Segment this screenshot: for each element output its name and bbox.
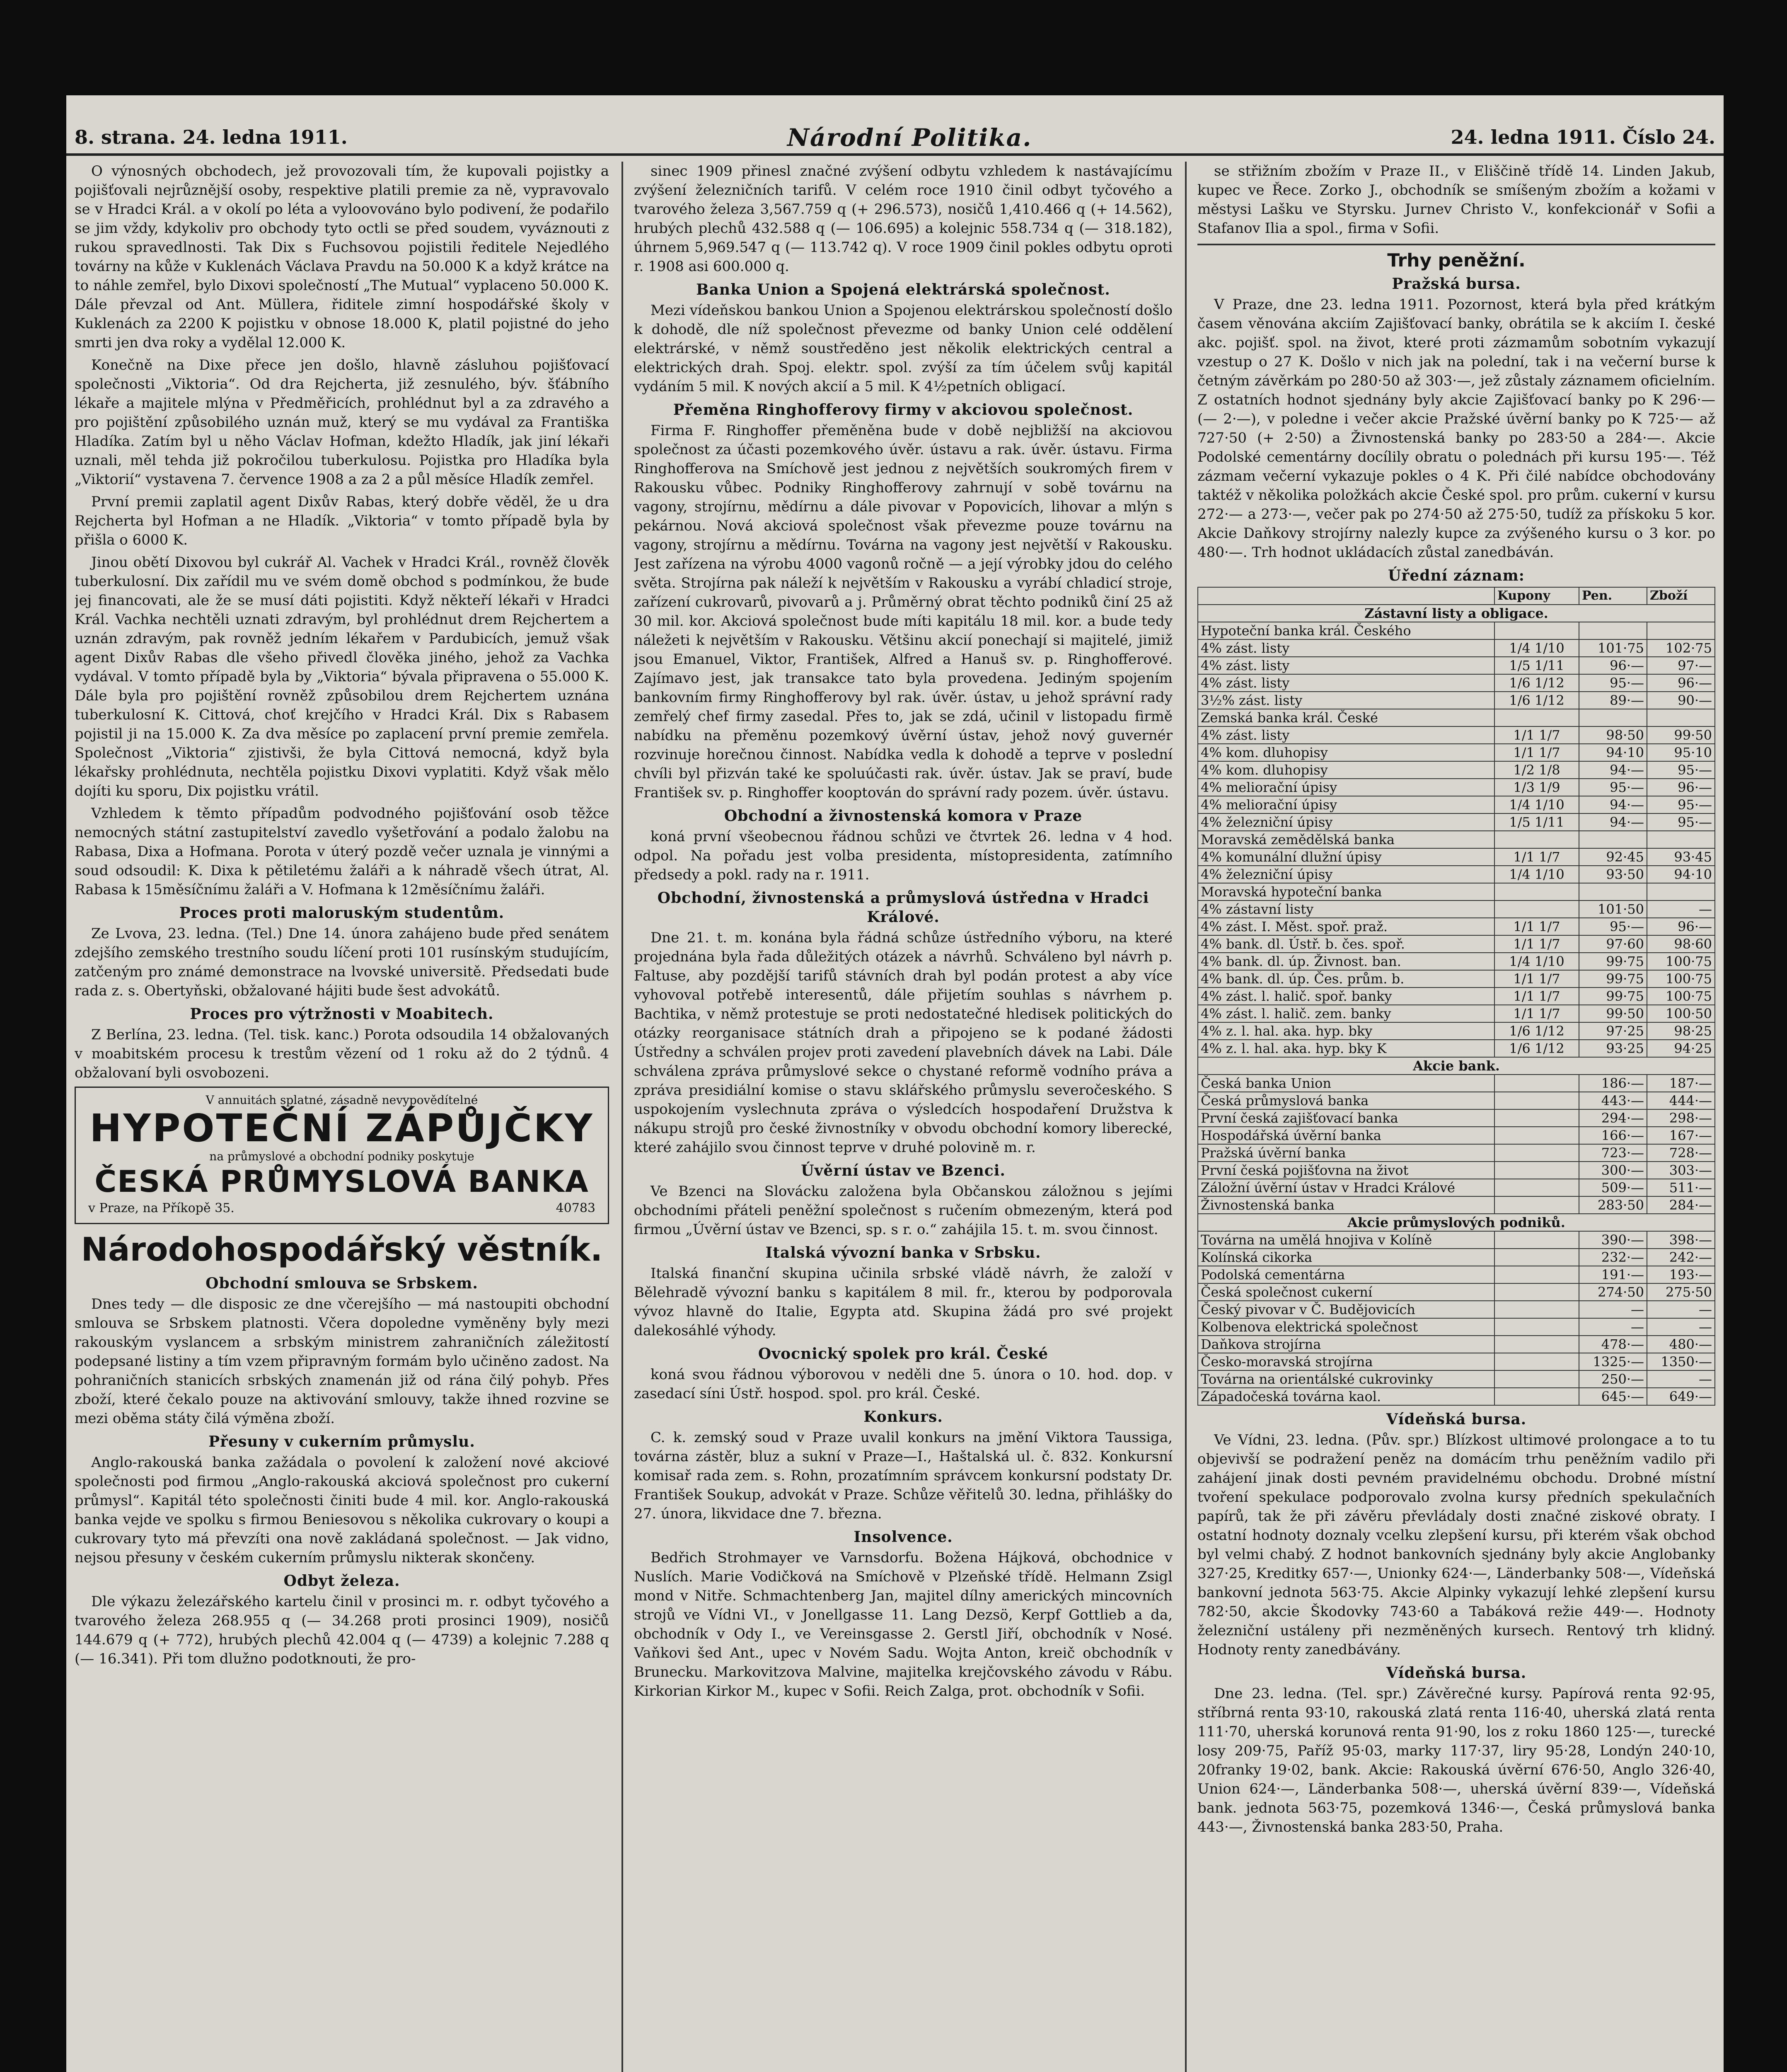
table-cell-goods: 100·75 bbox=[1647, 970, 1715, 988]
table-cell-coupon: 1/4 1/10 bbox=[1494, 953, 1579, 970]
article-paragraph: Anglo-rakouská banka zažádala o povolení k založení nové akciové společnosti pod firmou „Anglo-rakouská akciová společnost pro cukerní průmysl“. Kapitál této společnosti činiti bude 4 mil. kor. Anglo-rakouská banka vejde ve spolku s firmou Beniesovou s několika cukrovary o koupi a cukrovary tyto má převzíti ona nově zakládaná společnost. — Jak vidno, nejsou přesuny v českém cukerním průmyslu nikterak skončeny. bbox=[75, 1454, 609, 1566]
table-cell-coupon bbox=[1494, 622, 1579, 639]
article-paragraph: Mezi vídeňskou bankou Union a Spojenou elektrárskou společností došlo k dohodě, dle níž společnost převezme od banky Union celé oddělení elektrárské, v němž soustředěno jest několik elektrických central a elektrických drah. Spoj. elektr. spol. zvýší za tím účelem svůj kapitál vydáním 5 mil. K nových akcií a 5 mil. K 4½petních obligací. bbox=[634, 302, 1173, 395]
table-row bbox=[1198, 1266, 1715, 1283]
table-cell-coupon bbox=[1494, 1179, 1579, 1196]
table-cell-name: První česká zajišťovací banka bbox=[1198, 1109, 1494, 1127]
article-heading: Pražská bursa. bbox=[1392, 275, 1521, 293]
table-cell-money: 99·50 bbox=[1579, 1005, 1647, 1022]
column-header: Zboží bbox=[1647, 587, 1715, 605]
table-cell-money: 443·— bbox=[1579, 1092, 1647, 1109]
table-cell-goods: — bbox=[1647, 900, 1715, 918]
table-cell-coupon bbox=[1494, 1336, 1579, 1353]
table-cell-goods: 1350·— bbox=[1647, 1353, 1715, 1370]
article-heading: Italská vývozní banka v Srbsku. bbox=[765, 1244, 1041, 1261]
article-heading: Banka Union a Spojená elektrárská společnost. bbox=[696, 281, 1110, 298]
table-row bbox=[1198, 726, 1715, 744]
article-paragraph: C. k. zemský soud v Praze uvalil konkurs na jmění Viktora Taussiga, továrna zástěr, bluz a sukní v Praze—I., Haštalská ul. č. 832. Konkursní komisař rada zem. s. Rohn, prozatímním správcem konkursní podstaty Dr. František Soukup, advokát v Praze. Schůze věřitelů 30. ledna, přihlášky do 27. února, likvidace dne 7. března. bbox=[634, 1429, 1173, 1522]
table-cell-goods: — bbox=[1647, 1370, 1715, 1388]
table-cell-money: 94·— bbox=[1579, 796, 1647, 813]
table-cell-name: 4% meliorační úpisy bbox=[1198, 779, 1494, 796]
table-row bbox=[1198, 639, 1715, 657]
table-cell-goods: 480·— bbox=[1647, 1336, 1715, 1353]
table-cell-name: Záložní úvěrní ústav v Hradci Králové bbox=[1198, 1179, 1494, 1196]
table-cell-name: Český pivovar v Č. Budějovicích bbox=[1198, 1301, 1494, 1318]
article-paragraph: sinec 1909 přinesl značné zvýšení odbytu vzhledem k nastávajícímu zvýšení železničních tarifů. V celém roce 1910 činil odbyt tyčového a tvarového železa 3,567.759 q (+ 296.573), nosičů 1,410.466 q (+ 14.562), hrubých plechů 432.588 q (— 106.695) a kolejnic 558.734 q (— 318.182), úhrnem 5,969.547 q (— 113.742 q). V roce 1909 činil pokles odbytu oproti r. 1908 asi 600.000 q. bbox=[634, 163, 1173, 275]
table-cell-coupon: 1/5 1/11 bbox=[1494, 813, 1579, 831]
table-cell-goods: 728·— bbox=[1647, 1144, 1715, 1162]
ad-headline: HYPOTEČNÍ ZÁPŮJČKY bbox=[89, 1106, 594, 1150]
table-cell-money bbox=[1579, 883, 1647, 900]
table-cell-name: Živnostenská banka bbox=[1198, 1196, 1494, 1214]
table-cell-money: 645·— bbox=[1579, 1388, 1647, 1405]
table-cell-coupon bbox=[1494, 1075, 1579, 1092]
table-cell-money: 97·60 bbox=[1579, 935, 1647, 953]
table-cell-name: Česká banka Union bbox=[1198, 1075, 1494, 1092]
table-cell-coupon bbox=[1494, 1283, 1579, 1301]
table-cell-goods: 95·— bbox=[1647, 813, 1715, 831]
table-cell-money: 723·— bbox=[1579, 1144, 1647, 1162]
table-row bbox=[1198, 622, 1715, 639]
column-rule bbox=[621, 162, 623, 2072]
article-paragraph: Firma F. Ringhoffer přeměněna bude v době nejbližší na akciovou společnost za účasti pozemkového úvěr. ústavu a rak. úvěr. ústavu. Firma Ringhofferova na Smíchově jest jednou z největších soukromých firem v Rakousku vůbec. Podniky Ringhofferovy zahrnují v sobě továrnu na vagony, strojírnu, mědírnu a dále pivovar v Popovicích, lihovar a mlýn s pekárnou. Nová akciová společnost však převezme pouze továrnu na vagony, strojírnu a mědírnu. Továrna na vagony jest největší v Rakousku. Jest zařízena na výrobu 4000 vagonů ročně — a její výrobky jdou do celého světa. Strojírna pak náleží k největším v Rakousku a vyrábí chladicí stroje, zařízení cukrovarů, pivovarů a j. Průměrný obrat těchto podniků činí 25 až 30 mil. kor. Akciová společnost bude míti kapitálu 18 mil. kor. a bude tedy náležeti k největším v Rakousku. Většinu akcií ponechají si majitelé, jimiž jsou Emanuel, Viktor, František, Alfred a Hanuš sv. p. Ringhofferové. Zajímavo jest, jak transakce tato byla provedena. Jediným spojením bankovním firmy Ringhofferovy byl rak. úvěr. ústav, u jehož správní rady zemřelý chef firmy zasedal. Přes to, jak se zdá, učinil v listopadu firmě nabídku na přeměnu pozemkový úvěrní ústav, jehož nový guvernér rozvinuje horečnou činnost. Nabídka vedla k dohodě a teprve v poslední chvíli byl přizván také ke spoluúčasti rak. úvěr. ústav. Jak se praví, bude František sv. p. Ringhoffer kooptován do správní rady pozem. úvěr. ústavu. bbox=[634, 422, 1173, 801]
article-paragraph: Ve Vídni, 23. ledna. (Pův. spr.) Blízkost ultimové prolongace a to tu objevivší se podražení peněz na domácím trhu peněžním vadilo při zahájení jinak dosti pevném pravidelnému obchodu. Drobné místní tvoření spekulace podporovalo zvolna kursy předních spekulačních papírů, tak že při závěru převládaly dosti značné ziskové obraty. I ostatní hodnoty doznaly vcelku zlepšení kursu, při kterém však obchod byl velmi chabý. Z hodnot bankovních sjednány byly akcie Anglobanky 327·25, Kreditky 657·—, Unionky 624·—, Länderbanky 508·—, Vídeňská bankovní jednota 563·75. Akcie Alpinky vykazují lehké zlepšení kursu 782·50, akcie Škodovky 743·60 a Tabáková režie 449·—. Hodnoty železniční ustáleny při nezměněných kursech. Rentový trh klidný. Hodnoty renty zanedbávány. bbox=[1197, 1432, 1715, 1658]
column-1 bbox=[75, 162, 609, 2072]
table-row bbox=[1198, 1336, 1715, 1353]
ad-number: 40783 bbox=[556, 1201, 595, 1215]
ad-middle: na průmyslové a obchodní podniky poskytuje bbox=[209, 1150, 474, 1163]
table-cell-goods: 98·60 bbox=[1647, 935, 1715, 953]
table-row bbox=[1198, 866, 1715, 883]
article-paragraph: koná první všeobecnou řádnou schůzi ve čtvrtek 26. ledna v 4 hod. odpol. Na pořadu jest volba presidenta, místopresidenta, zatímního předsedy a pokl. rady na r. 1911. bbox=[634, 828, 1173, 883]
table-row bbox=[1198, 848, 1715, 866]
table-cell-goods: 98·25 bbox=[1647, 1022, 1715, 1040]
table-cell-coupon: 1/6 1/12 bbox=[1494, 692, 1579, 709]
table-row bbox=[1198, 1144, 1715, 1162]
table-cell-money: 95·— bbox=[1579, 779, 1647, 796]
table-row bbox=[1198, 953, 1715, 970]
table-cell-coupon bbox=[1494, 1162, 1579, 1179]
table-cell-name: Podolská cementárna bbox=[1198, 1266, 1494, 1283]
table-cell-coupon bbox=[1494, 1370, 1579, 1388]
table-cell-goods: 95·10 bbox=[1647, 744, 1715, 761]
article-paragraph: Bedřich Strohmayer ve Varnsdorfu. Božena Hájková, obchodnice v Nuslích. Marie Vodičková na Smíchově v Plzeňské třídě. Helmann Zsigl mond v Nitře. Schmachtenberg Jan, majitel dílny amerických mincovních strojů ve Vídni VI., v Jonellgasse 11. Lang Dezsö, Kerpf Gottlieb a da, obchodník v Ody I., ve Vereinsgasse 2. Gerstl Jiří, obchodník v Nosé. Vaňkovi šed Ant., upec v Novém Sadu. Wojta Anton, kreič obchodník v Brunecku. Markovitzova Malvine, majitelka krejčovského závodu v Rábu. Kirkorian Kirkor M., kupec v Sofii. Reich Zalga, prot. obchodník v Sofii. bbox=[634, 1549, 1173, 1699]
table-cell-goods: 167·— bbox=[1647, 1127, 1715, 1144]
table-cell-name: Moravská hypoteční banka bbox=[1198, 883, 1494, 900]
article-heading: Přesuny v cukerním průmyslu. bbox=[208, 1433, 475, 1450]
table-cell-coupon bbox=[1494, 883, 1579, 900]
table-row bbox=[1198, 1005, 1715, 1022]
table-cell-name: Česká průmyslová banka bbox=[1198, 1092, 1494, 1109]
table-cell-money: 166·— bbox=[1579, 1127, 1647, 1144]
table-cell-goods: — bbox=[1647, 1318, 1715, 1336]
table-row bbox=[1198, 1249, 1715, 1266]
table-cell-goods: 275·50 bbox=[1647, 1283, 1715, 1301]
table-cell-coupon: 1/1 1/7 bbox=[1494, 1005, 1579, 1022]
article-heading: Úvěrní ústav ve Bzenci. bbox=[801, 1162, 1006, 1179]
article-paragraph: Vzhledem k těmto případům podvodného pojišťování osob těžce nemocných státní zastupitelství zavedlo vyšetřování a podalo žalobu na Rabasa, Dixa a Hofmana. Porota v úterý pozdě večer uznala je vinnými a soud odsoudil: K. Dixa k pětiletému žaláři a k náhradě všech útrat, Al. Rabasa k 15měsíčnímu žaláři a V. Hofmana k 12měsíčnímu žaláři. bbox=[75, 805, 609, 898]
table-cell-name: 4% meliorační úpisy bbox=[1198, 796, 1494, 813]
table-cell-goods: 303·— bbox=[1647, 1162, 1715, 1179]
table-cell-goods: 95·— bbox=[1647, 796, 1715, 813]
table-cell-goods: 284·— bbox=[1647, 1196, 1715, 1214]
article-paragraph: koná svou řádnou výborovou v neděli dne 5. února o 10. hod. dop. v zasedací síni Ústř. hospod. spol. pro král. České. bbox=[634, 1366, 1173, 1402]
article-heading: Insolvence. bbox=[854, 1528, 953, 1546]
table-cell-goods: 96·— bbox=[1647, 779, 1715, 796]
table-row bbox=[1198, 1179, 1715, 1196]
table-cell-money: 283·50 bbox=[1579, 1196, 1647, 1214]
column-3 bbox=[1197, 162, 1715, 2072]
table-cell-name: 4% železniční úpisy bbox=[1198, 866, 1494, 883]
table-cell-money: 96·— bbox=[1579, 657, 1647, 674]
column-header: Kupony bbox=[1494, 587, 1579, 605]
table-cell-money: 95·— bbox=[1579, 674, 1647, 692]
table-row bbox=[1198, 744, 1715, 761]
table-row bbox=[1198, 1109, 1715, 1127]
column-rule bbox=[1185, 162, 1187, 2072]
table-row bbox=[1198, 918, 1715, 935]
table-cell-coupon bbox=[1494, 831, 1579, 848]
table-cell-coupon: 1/6 1/12 bbox=[1494, 674, 1579, 692]
table-row bbox=[1198, 1283, 1715, 1301]
table-row bbox=[1198, 657, 1715, 674]
table-cell-name: Západočeská továrna kaol. bbox=[1198, 1388, 1494, 1405]
table-cell-coupon bbox=[1494, 1318, 1579, 1336]
table-cell-money: 92·45 bbox=[1579, 848, 1647, 866]
table-cell-money: 99·75 bbox=[1579, 988, 1647, 1005]
table-cell-goods: 96·— bbox=[1647, 674, 1715, 692]
table-cell-money bbox=[1579, 709, 1647, 726]
header-left: 8. strana. 24. ledna 1911. bbox=[75, 126, 348, 148]
divider bbox=[1197, 244, 1715, 245]
article-heading: Proces proti maloruským studentům. bbox=[179, 904, 505, 922]
table-cell-coupon bbox=[1494, 1266, 1579, 1283]
table-cell-money: 1325·— bbox=[1579, 1353, 1647, 1370]
table-cell-coupon bbox=[1494, 1231, 1579, 1249]
table-cell-goods: 193·— bbox=[1647, 1266, 1715, 1283]
table-cell-name: 4% kom. dluhopisy bbox=[1198, 744, 1494, 761]
table-cell-money: 89·— bbox=[1579, 692, 1647, 709]
table-cell-money: 478·— bbox=[1579, 1336, 1647, 1353]
table-row bbox=[1198, 1057, 1715, 1075]
table-cell-coupon bbox=[1494, 1109, 1579, 1127]
table-cell-name: 4% bank. dl. Ústř. b. čes. spoř. bbox=[1198, 935, 1494, 953]
table-row bbox=[1198, 1353, 1715, 1370]
article-paragraph: Z Berlína, 23. ledna. (Tel. tisk. kanc.) Porota odsoudila 14 obžalovaných v moabitském procesu k trestům vězení od 1 roku až do 2 týdnů. 4 obžalovaní byli osvobozeni. bbox=[75, 1026, 609, 1081]
table-row bbox=[1198, 692, 1715, 709]
article-paragraph: První premii zaplatil agent Dixův Rabas, který dobře věděl, že u dra Rejcherta byl Hofman a ne Hladík. „Viktoria“ v tomto případě byla by přišla o 6000 K. bbox=[75, 494, 609, 548]
article-heading: Odbyt železa. bbox=[283, 1572, 400, 1590]
table-cell-money: 94·— bbox=[1579, 761, 1647, 779]
table-cell-money: 99·75 bbox=[1579, 970, 1647, 988]
table-cell-name: 4% zást. listy bbox=[1198, 674, 1494, 692]
table-row bbox=[1198, 935, 1715, 953]
table-cell-money: 300·— bbox=[1579, 1162, 1647, 1179]
table-cell-name: 4% železniční úpisy bbox=[1198, 813, 1494, 831]
table-cell-goods: 398·— bbox=[1647, 1231, 1715, 1249]
table-cell-coupon bbox=[1494, 1196, 1579, 1214]
table-cell-name: 3½% zást. listy bbox=[1198, 692, 1494, 709]
table-cell-goods: 187·— bbox=[1647, 1075, 1715, 1092]
table-cell-goods: 100·50 bbox=[1647, 1005, 1715, 1022]
table-cell-money: 191·— bbox=[1579, 1266, 1647, 1283]
table-cell-money: 390·— bbox=[1579, 1231, 1647, 1249]
table-cell-money: 94·10 bbox=[1579, 744, 1647, 761]
table-cell-coupon bbox=[1494, 1249, 1579, 1266]
table-row bbox=[1198, 1092, 1715, 1109]
table-cell-money: 97·25 bbox=[1579, 1022, 1647, 1040]
table-cell-name: Daňkova strojírna bbox=[1198, 1336, 1494, 1353]
table-cell-name: Moravská zemědělská banka bbox=[1198, 831, 1494, 848]
table-cell-coupon: 1/2 1/8 bbox=[1494, 761, 1579, 779]
table-cell-coupon: 1/5 1/11 bbox=[1494, 657, 1579, 674]
table-cell-money: 93·50 bbox=[1579, 866, 1647, 883]
table-cell-name: První česká pojišťovna na život bbox=[1198, 1162, 1494, 1179]
table-row bbox=[1198, 674, 1715, 692]
table-cell-coupon bbox=[1494, 1388, 1579, 1405]
masthead-title: Národní Politika. bbox=[787, 123, 1032, 152]
table-cell-goods: 94·10 bbox=[1647, 866, 1715, 883]
article-paragraph: Dle výkazu železářského kartelu činil v prosinci m. r. odbyt tyčového a tvarového železa 268.955 q (— 34.268 proti prosinci 1909), nosičů 144.679 q (+ 772), hrubých plechů 42.004 q (— 4739) a kolejnic 7.288 q (— 16.341). Při tom dlužno podotknouti, že pro- bbox=[75, 1593, 609, 1667]
table-cell-goods: 94·25 bbox=[1647, 1040, 1715, 1057]
table-row bbox=[1198, 1214, 1715, 1231]
table-cell-money: 95·— bbox=[1579, 918, 1647, 935]
table-cell-goods: 444·— bbox=[1647, 1092, 1715, 1109]
table-cell-goods: 95·— bbox=[1647, 761, 1715, 779]
table-cell-name: Pražská úvěrní banka bbox=[1198, 1144, 1494, 1162]
table-cell-goods bbox=[1647, 831, 1715, 848]
table-cell-goods: 102·75 bbox=[1647, 639, 1715, 657]
table-group-heading: Zástavní listy a obligace. bbox=[1198, 605, 1715, 622]
column-header: Pen. bbox=[1579, 587, 1647, 605]
article-paragraph: Ve Bzenci na Slovácku založena byla Občanskou záložnou s jejími obchodními přáteli peněžní společnost s ručením obmezeným, která pod firmou „Úvěrní ústav ve Bzenci, sp. s r. o.“ zahájila 15. t. m. svou činnost. bbox=[634, 1183, 1173, 1238]
table-cell-money: 294·— bbox=[1579, 1109, 1647, 1127]
table-cell-name: 4% z. l. hal. aka. hyp. bky K bbox=[1198, 1040, 1494, 1057]
table-cell-goods: 298·— bbox=[1647, 1109, 1715, 1127]
table-cell-goods bbox=[1647, 622, 1715, 639]
table-cell-coupon: 1/4 1/10 bbox=[1494, 639, 1579, 657]
table-cell-goods: — bbox=[1647, 1301, 1715, 1318]
table-cell-goods: 93·45 bbox=[1647, 848, 1715, 866]
table-cell-money: 186·— bbox=[1579, 1075, 1647, 1092]
table-cell-goods: 99·50 bbox=[1647, 726, 1715, 744]
table-cell-money: 94·— bbox=[1579, 813, 1647, 831]
table-cell-money bbox=[1579, 622, 1647, 639]
table-row bbox=[1198, 831, 1715, 848]
table-cell-coupon bbox=[1494, 1144, 1579, 1162]
exchange-rates-table bbox=[1197, 587, 1715, 1406]
table-cell-money: 93·25 bbox=[1579, 1040, 1647, 1057]
table-cell-goods: 511·— bbox=[1647, 1179, 1715, 1196]
table-cell-name: Hypoteční banka král. Českého bbox=[1198, 622, 1494, 639]
article-heading: Vídeňská bursa. bbox=[1386, 1411, 1527, 1428]
article-heading: Obchodní smlouva se Srbskem. bbox=[206, 1275, 478, 1292]
table-row bbox=[1198, 1370, 1715, 1388]
table-cell-money: — bbox=[1579, 1301, 1647, 1318]
table-cell-goods bbox=[1647, 883, 1715, 900]
table-row bbox=[1198, 761, 1715, 779]
table-cell-goods: 242·— bbox=[1647, 1249, 1715, 1266]
article-heading: Ovocnický spolek pro král. České bbox=[758, 1345, 1049, 1363]
table-cell-goods: 96·— bbox=[1647, 918, 1715, 935]
table-cell-name: 4% zást. listy bbox=[1198, 639, 1494, 657]
table-cell-coupon bbox=[1494, 1301, 1579, 1318]
table-cell-money: 101·50 bbox=[1579, 900, 1647, 918]
section-title: Trhy peněžní. bbox=[1387, 250, 1526, 271]
table-cell-coupon bbox=[1494, 1127, 1579, 1144]
table-cell-money: 101·75 bbox=[1579, 639, 1647, 657]
table-cell-name: 4% zást. l. halič. spoř. banky bbox=[1198, 988, 1494, 1005]
table-cell-coupon: 1/6 1/12 bbox=[1494, 1022, 1579, 1040]
table-cell-name: 4% zást. I. Měst. spoř. praž. bbox=[1198, 918, 1494, 935]
table-cell-coupon: 1/6 1/12 bbox=[1494, 1040, 1579, 1057]
header-right: 24. ledna 1911. Číslo 24. bbox=[1451, 126, 1715, 148]
table-cell-money: 99·75 bbox=[1579, 953, 1647, 970]
table-row bbox=[1198, 605, 1715, 622]
table-cell-name: 4% z. l. hal. aka. hyp. bky bbox=[1198, 1022, 1494, 1040]
table-cell-coupon: 1/1 1/7 bbox=[1494, 935, 1579, 953]
table-cell-coupon: 1/1 1/7 bbox=[1494, 918, 1579, 935]
table-cell-coupon bbox=[1494, 900, 1579, 918]
table-cell-goods: 90·— bbox=[1647, 692, 1715, 709]
table-cell-goods: 97·— bbox=[1647, 657, 1715, 674]
table-cell-goods bbox=[1647, 709, 1715, 726]
ad-intro: V annuitách splatné, zásadně nevypovědítelné bbox=[206, 1093, 478, 1107]
table-cell-name: Kolbenova elektrická společnost bbox=[1198, 1318, 1494, 1336]
article-heading: Obchodní, živnostenská a průmyslová ústředna v Hradci Králové. bbox=[657, 889, 1149, 926]
article-paragraph: Italská finanční skupina učinila srbské vládě návrh, že založí v Bělehradě vývozní banku s kapitálem 8 mil. fr., kterou by podporovala vývoz hlavně do Italie, Egypta atd. Skupina žádá pro své projekt dalekosáhlé výhody. bbox=[634, 1265, 1173, 1339]
article-paragraph: Ze Lvova, 23. ledna. (Tel.) Dne 14. února zahájeno bude před senátem zdejšího zemského trestního soudu líčení proti 101 rusínským studujícím, zatčeným pro známé demonstrace na lvovské universitě. Předsedati bude rada z. s. Obertyňski, obžalované hájiti bude šest advokátů. bbox=[75, 925, 609, 999]
table-cell-coupon: 1/1 1/7 bbox=[1494, 988, 1579, 1005]
table-row bbox=[1198, 779, 1715, 796]
table-cell-coupon bbox=[1494, 709, 1579, 726]
article-paragraph: se střižním zbožím v Praze II., v Eliščině třídě 14. Linden Jakub, kupec ve Řece. Zorko J., obchodník se smíšeným zbožím a kožami v městysi Lašku ve Styrsku. Jurnev Christo V., konfekcionář v Sofii a Stafanov Ilia a spol., firma v Sofii. bbox=[1197, 163, 1715, 237]
table-cell-coupon bbox=[1494, 1353, 1579, 1370]
ad-address: v Praze, na Příkopě 35. bbox=[88, 1201, 235, 1215]
table-cell-goods: 100·75 bbox=[1647, 953, 1715, 970]
table-row bbox=[1198, 796, 1715, 813]
table-cell-name: Továrna na orientálské cukrovinky bbox=[1198, 1370, 1494, 1388]
article-paragraph: Konečně na Dixe přece jen došlo, hlavně zásluhou pojišťovací společnosti „Viktoria“. Od dra Rejcherta, již zesnulého, býv. šťábního lékaře a majitele mlýna v Předměřicích, prohlédnut byl a za zdravého a pro pojištění způsobilého uznán muž, který se mu vydával za Františka Hladíka. Zatím byl u něho Václav Hofman, kdežto Hladík, jak jiní lékaři uznali, měl tehda již pokročilou tuberkulosu. Pojistka pro Hladíka byla „Viktorií“ vystavena 7. července 1908 a za 2 a půl měsíce Hladík zemřel. bbox=[75, 357, 609, 488]
table-cell-name: 4% kom. dluhopisy bbox=[1198, 761, 1494, 779]
article-heading: Proces pro výtržnosti v Moabitech. bbox=[190, 1005, 494, 1023]
table-cell-name: Továrna na umělá hnojiva v Kolíně bbox=[1198, 1231, 1494, 1249]
table-cell-coupon: 1/1 1/7 bbox=[1494, 848, 1579, 866]
column-2 bbox=[634, 162, 1173, 2072]
table-cell-coupon bbox=[1494, 1092, 1579, 1109]
newspaper-page bbox=[66, 95, 1724, 2072]
table-cell-money bbox=[1579, 831, 1647, 848]
article-paragraph: Dne 21. t. m. konána byla řádná schůze ústředního výboru, na které projednána byla řada důležitých otázek a návrhů. Schváleno byl návrh p. Faltuse, aby pozdější tarifů stávních drah byl podán protest a aby více vyhovoval potřebě interesentů, dále přijetím souhlas s návrhem p. Bachtika, v němž protestuje se proti nedostatečné hledisek politických do otázky reorganisace státních drah a připojeno se k podané žádosti Ústředny a schválen projev proti zavedení plavebních dávek na Labi. Dále schválena zpráva průmyslové sekce o chystané reformě vodního práva a zpráva presidiální komise o stavu sklářského průmyslu severočeského. S uspokojením vyslechnuta zpráva o výsledcích hospodaření Družstva k nákupu strojů pro české živnostníky v obvodu obchodní komory liberecké, které zahájilo svou činnost teprve v druhé polovině m. r. bbox=[634, 929, 1173, 1156]
table-row bbox=[1198, 1388, 1715, 1405]
table-cell-money: 232·— bbox=[1579, 1249, 1647, 1266]
table-cell-coupon: 1/4 1/10 bbox=[1494, 866, 1579, 883]
table-group-heading: Akcie průmyslových podniků. bbox=[1198, 1214, 1715, 1231]
table-cell-coupon: 1/4 1/10 bbox=[1494, 796, 1579, 813]
ad-bank-name: ČESKÁ PRŮMYSLOVÁ BANKA bbox=[94, 1164, 589, 1199]
table-group-heading: Akcie bank. bbox=[1198, 1057, 1715, 1075]
article-paragraph: Dnes tedy — dle disposic ze dne včerejšího — má nastoupiti obchodní smlouva se Srbskem platnosti. Včera dopoledne vyměněny byly mezi rakouským vyslancem a srbským ministrem zahraničních záležitostí podepsané listiny a tím vzem připravným formám bylo učiněno zadost. Na pohraničních stanicích srbských znamenán již od rána čilý pohyb. Přes zboží, které čekalo pouze na aktivování smlouvy, takže ihned rozvine se mezi oběma státy čilá výměna zboží. bbox=[75, 1296, 609, 1427]
table-cell-coupon: 1/1 1/7 bbox=[1494, 970, 1579, 988]
table-cell-money: — bbox=[1579, 1318, 1647, 1336]
table-cell-coupon: 1/1 1/7 bbox=[1494, 744, 1579, 761]
article-paragraph: Jinou obětí Dixovou byl cukrář Al. Vachek v Hradci Král., rovněž člověk tuberkulosní. Dix zařídil mu ve svém domě obchod s podmínkou, že bude jej financovati, ale že se musí dáti pojistiti. Když někteří lékaři v Hradci Král. Vachka nechtěli uznati zdravým, byl prohlédnut drem Rejchertem a uznán zdravým, pak rovněž jedním lékařem v Pardubicích, jemuž však agent Dixův Rabas dle všeho přivedl člověka jiného, jehož za Vachka vydával. V tomto případě byla by „Viktoria“ bývala připravena o 55.000 K. Dále byla pro pojištění rovněž způsobilou drem Rejchertem uznána tuberkulosní K. Cittová, choť krejčího v Hradci Král. Dix s Rabasem pojistil ji na 15.000 K. Za dva měsíce po zaplacení první premie zemřela. Společnost „Viktoria“ zjistivši, že byla Cittová nemocná, když byla lékařsky prohlédnuta, nechtěla pojistku Dixovi vyplatiti. Když však mělo dojíti ku sporu, Dix pojistku vrátil. bbox=[75, 554, 609, 799]
table-cell-name: 4% bank. dl. úp. Živnost. ban. bbox=[1198, 953, 1494, 970]
table-cell-goods: 649·— bbox=[1647, 1388, 1715, 1405]
table-cell-money: 274·50 bbox=[1579, 1283, 1647, 1301]
table-row bbox=[1198, 1162, 1715, 1179]
page-header bbox=[66, 120, 1724, 156]
table-cell-name: 4% zást. listy bbox=[1198, 726, 1494, 744]
article-heading: Přeměna Ringhofferovy firmy v akciovou společnost. bbox=[673, 401, 1134, 419]
table-cell-money: 509·— bbox=[1579, 1179, 1647, 1196]
table-cell-name: Hospodářská úvěrní banka bbox=[1198, 1127, 1494, 1144]
bank-advertisement bbox=[75, 1087, 609, 1224]
table-cell-coupon: 1/3 1/9 bbox=[1494, 779, 1579, 796]
table-cell-money: 98·50 bbox=[1579, 726, 1647, 744]
table-cell-name: 4% zástavní listy bbox=[1198, 900, 1494, 918]
table-row bbox=[1198, 900, 1715, 918]
column-header bbox=[1198, 587, 1494, 605]
table-cell-name: Česká společnost cukerní bbox=[1198, 1283, 1494, 1301]
table-cell-goods: 100·75 bbox=[1647, 988, 1715, 1005]
table-row bbox=[1198, 813, 1715, 831]
table-cell-name: 4% komunální dlužní úpisy bbox=[1198, 848, 1494, 866]
table-row bbox=[1198, 1075, 1715, 1092]
table-row bbox=[1198, 1127, 1715, 1144]
article-heading: Vídeňská bursa. bbox=[1386, 1664, 1527, 1682]
table-row bbox=[1198, 1318, 1715, 1336]
table-row bbox=[1198, 1022, 1715, 1040]
table-cell-money: 250·— bbox=[1579, 1370, 1647, 1388]
article-heading: Obchodní a živnostenská komora v Praze bbox=[724, 807, 1083, 825]
section-title: Národohospodářský věstník. bbox=[81, 1231, 603, 1268]
table-cell-name: Česko-moravská strojírna bbox=[1198, 1353, 1494, 1370]
article-paragraph: V Praze, dne 23. ledna 1911. Pozornost, která byla před krátkým časem věnována akciím Zajišťovací banky, obrátila se k akciím I. české akc. pojišť. spol. na život, které proti zázmamům sobotním vykazují vzestup o 27 K. Došlo v nich jak na polední, tak i na večerní burse k četným závěrkám po 280·50 až 303·—, jež zůstaly záznamem oficielním. Z ostatních hodnot sjednány byly akcie Zajišťovací banky po K 296·— (— 2·—), v poledne i večer akcie Pražské úvěrní banky po K 725·— až 727·50 (+ 2·50) a Živnostenská banky po 283·50 a 284·—. Akcie Podolské cementárny docílily obratu o polednách při kursu 195·—. Též zázmam večerní vykazuje pokles o 4 K. Při čilé nabídce obchodovány taktéž v několika položkách akcie České spol. pro prům. cukerní v kursu 272·— a 273·—, večer pak po 274·50 až 275·50, tudíž za přískoku 5 kor. Akcie Daňkovy strojírny nalezly kupce za zvýšeného kursu o 3 kor. po 480·—. Trh hodnot ukládacích zůstal zanedbáván. bbox=[1197, 296, 1715, 561]
table-row bbox=[1198, 970, 1715, 988]
article-paragraph: Dne 23. ledna. (Tel. spr.) Závěrečné kursy. Papírová renta 92·95, stříbrná renta 93·10, rakouská zlatá renta 116·40, uherská zlatá renta 111·70, uherská korunová renta 91·90, los z roku 1860 125·—, turecké losy 209·75, Paříž 95·03, marky 117·37, liry 95·28, Londýn 240·10, 20franky 19·02, bank. Akcie: Rakouská úvěrní 676·50, Anglo 326·40, Union 624·—, Länderbanka 508·—, uherská úvěrní 839·—, Vídeňská bank. jednota 563·75, pozemková 1346·—, Česká průmyslová banka 443·—, Živnostenská banka 283·50, Praha. bbox=[1197, 1685, 1715, 1835]
article-heading: Konkurs. bbox=[863, 1408, 943, 1426]
table-cell-name: Zemská banka král. České bbox=[1198, 709, 1494, 726]
article-paragraph: O výnosných obchodech, jež provozovali tím, že kupovali pojistky a pojišťovali nejrůznější osoby, respektive platili premie za ně, vypravovalo se v Hradci Král. a v okolí po léta a vyloovováno bylo podivení, že podařilo se jim vždy, kdykoliv pro obchody tyto octli se před soudem, vyváznouti z rukou spravedlnosti. Tak Dix s Fuchsovou pojistili ředitele Nejedlého továrny na kůže v Kuklenách Václava Pravdu na 50.000 K a když krátce na to náhle zemřel, bylo Dixovi společností „The Mutual“ vyplaceno 50.000 K. Dále převzal od Ant. Müllera, řiditele zimní hospodářské školy v Kuklenách za 2200 K pojistku v obnose 18.000 K, platil pojistné do jeho smrti jen dva roky a vydělal 12.000 K. bbox=[75, 163, 609, 351]
table-cell-name: 4% zást. l. halič. zem. banky bbox=[1198, 1005, 1494, 1022]
table-cell-coupon: 1/1 1/7 bbox=[1494, 726, 1579, 744]
table-row bbox=[1198, 883, 1715, 900]
table-row bbox=[1198, 1231, 1715, 1249]
table-header-row bbox=[1198, 587, 1715, 605]
table-row bbox=[1198, 1301, 1715, 1318]
table-cell-name: 4% zást. listy bbox=[1198, 657, 1494, 674]
table-row bbox=[1198, 709, 1715, 726]
table-row bbox=[1198, 1196, 1715, 1214]
table-cell-name: 4% bank. dl. úp. Čes. prům. b. bbox=[1198, 970, 1494, 988]
table-row bbox=[1198, 1040, 1715, 1057]
table-title: Úřední záznam: bbox=[1388, 567, 1525, 584]
table-cell-name: Kolínská cikorka bbox=[1198, 1249, 1494, 1266]
table-row bbox=[1198, 988, 1715, 1005]
